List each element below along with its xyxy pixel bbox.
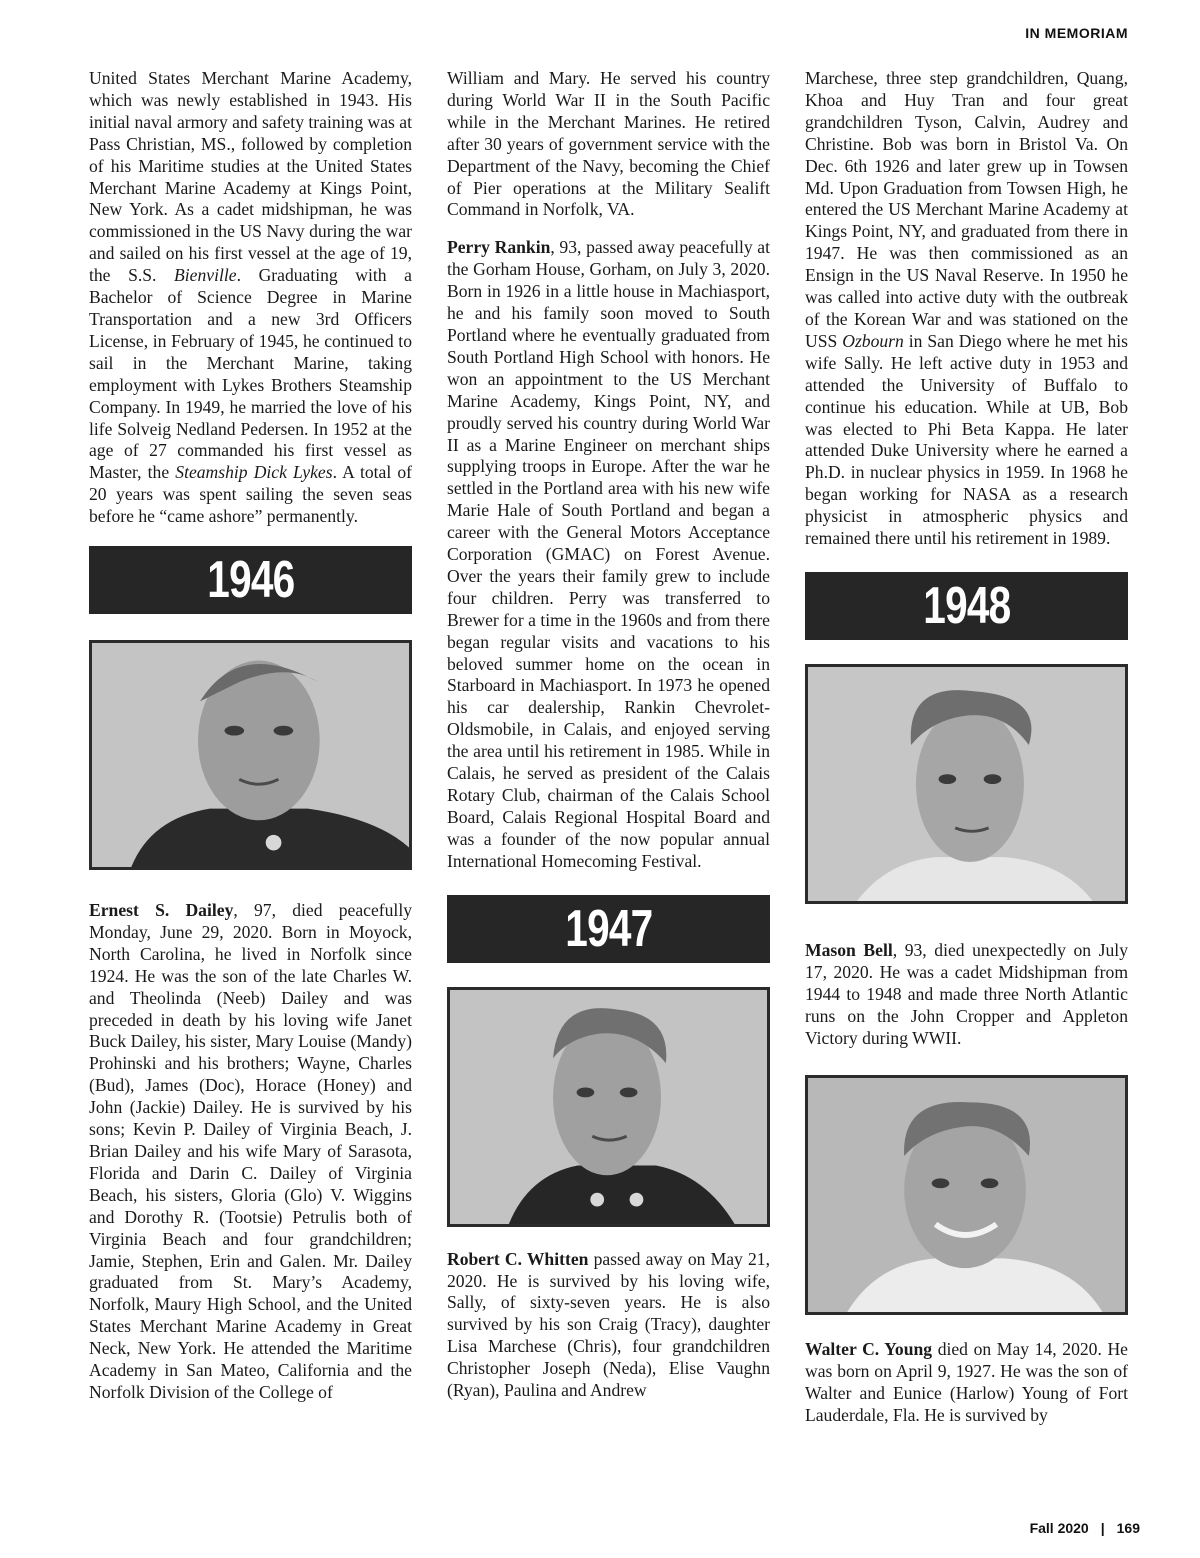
class-year-banner: 1948 xyxy=(805,572,1128,640)
obituary-bell: Mason Bell, 93, died unexpectedly on July 17, 2020. He was a cadet Midshipman from 1944 to 1948 and made three North Atlantic runs on the John Cropper and Appleton Victory during WWII. xyxy=(805,939,1128,1048)
person-name: Mason Bell xyxy=(805,939,893,960)
section-header: IN MEMORIAM xyxy=(1025,25,1128,41)
person-name: Perry Rankin xyxy=(447,237,551,258)
column-3 xyxy=(805,68,1128,1443)
portrait-photo xyxy=(447,987,770,1227)
column-1 xyxy=(89,68,412,1420)
person-name: Walter C. Young xyxy=(805,1339,933,1360)
ship-name: Ozbourn xyxy=(842,330,904,351)
page-footer xyxy=(1030,1520,1140,1536)
ship-name: Bienville xyxy=(174,265,237,286)
obituary-whitten: Robert C. Whitten passed away on May 21, 2020. He is survived by his loving wife, Sally, of sixty-seven years. He is also survived by his son Craig (Tracy), daughter Lisa Marchese (Chris), four grandchildren Christopher Joseph (Neda), Elise Vaughn (Ryan), Paulina and Andrew xyxy=(447,1248,770,1401)
portrait-photo xyxy=(89,640,412,870)
page-number: 169 xyxy=(1116,1520,1140,1536)
obituary-continued-text: Marchese, three step grandchildren, Quang, Khoa and Huy Tran and four great grandchildren Tyson, Calvin, Audrey and Christine. Bob was born in Bristol Va. On Dec. 6th 1926 and later grew up in Towsen Md. Upon Graduation from Towsen High, he entered the US Merchant Marine Academy at Kings Point, NY, and graduated from there in 1947. He was then commissioned as an Ensign in the US Naval Reserve. In 1950 he was called into active duty with the outbreak of the Korean War and was stationed on the USS Ozbourn in San Diego where he met his wife Sally. He left active duty in 1953 and attended the University of Buffalo to continue his education. While at UB, Bob was elected to Phi Beta Kappa. He later attended Duke University where he earned a Ph.D. in nuclear physics in 1959. In 1968 he began working for NASA as a research physicist in atmospheric physics and remained there until his retirement in 1989. xyxy=(805,68,1128,549)
class-year-banner: 1947 xyxy=(447,895,770,963)
person-name: Ernest S. Dailey xyxy=(89,900,234,921)
ship-name: Steamship Dick Lykes xyxy=(175,462,333,483)
obituary-rankin: Perry Rankin, 93, passed away peacefully at the Gorham House, Gorham, on July 3, 2020. Born in 1926 in a little house in Machiasport, he and his family soon moved to South Portland where he eventually graduated from South Portland High School with honors. He won an appointment to the US Merchant Marine Academy, Kings Point, NY, and proudly served his country during World War II as a Marine Engineer on merchant ships supplying troops in Europe. After the war he settled in the Portland area with his new wife Marie Hale of South Portland and began a career with the General Motors Acceptance Corporation (GMAC) on Forest Avenue. Over the years their family grew to include four children. Perry was transferred to Brewer for a time in the 1960s and from there began regular visits and vacations to his beloved summer home on the ocean in Starboard in Machiasport. In 1973 he opened his car dealership, Rankin Chevrolet-Oldsmobile, in Calais, and enjoyed serving the area until his retirement in 1985. While in Calais, he served as president of the Calais Rotary Club, chairman of the Calais School Board, Calais Regional Hospital Board and was a founder of the now popular annual International Homecoming Festival. xyxy=(447,237,770,871)
obituary-young: Walter C. Young died on May 14, 2020. He was born on April 9, 1927. He was the son of Walter and Eunice (Harlow) Young of Fort Lauderdale, Fla. He is survived by xyxy=(805,1339,1128,1426)
column-2 xyxy=(447,68,770,1418)
class-year-banner: 1946 xyxy=(89,546,412,614)
issue-label: Fall 2020 xyxy=(1029,1520,1089,1536)
footer-separator: | xyxy=(1100,1520,1105,1536)
obituary-dailey: Ernest S. Dailey, 97, died peacefully Monday, June 29, 2020. Born in Moyock, North Carolina, he lived in Norfolk since 1924. He was the son of the late Charles W. and Theolinda (Neeb) Dailey and was preceded in death by his loving wife Janet Buck Dailey, his sister, Mary Louise (Mandy) Prohinski and his brothers; Wayne, Charles (Bud), James (Doc), Horace (Honey) and John (Jackie) Dailey. He is survived by his sons; Kevin P. Dailey of Virginia Beach, J. Brian Dailey and his wife Mary of Sarasota, Florida and Darin C. Dailey of Virginia Beach, his sisters, Gloria (Glo) V. Wiggins and Dorothy R. (Tootsie) Petrulis both of Virginia Beach and four grandchildren; Jamie, Stephen, Erin and Galen. Mr. Dailey graduated from St. Mary’s Academy, Norfolk, Maury High School, and the United States Merchant Marine Academy in Great Neck, New York. He attended the Maritime Academy in San Mateo, California and the Norfolk Division of the College of xyxy=(89,900,412,1402)
obituary-continued-text: William and Mary. He served his country during World War II in the South Pacific while in the Merchant Marines. He retired after 30 years of government service with the Department of the Navy, becoming the Chief of Pier operations at the Military Sealift Command in Norfolk, VA. xyxy=(447,68,770,220)
portrait-photo xyxy=(805,664,1128,904)
person-name: Robert C. Whitten xyxy=(447,1248,589,1269)
portrait-photo xyxy=(805,1075,1128,1315)
obituary-continued-text: United States Merchant Marine Academy, which was newly established in 1943. His initial naval armory and safety training was at Pass Christian, MS., followed by completion of his Maritime studies at the United States Merchant Marine Academy at Kings Point, New York. As a cadet midshipman, he was commissioned in the US Navy during the war and sailed on his first vessel at the age of 19, the S.S. Bienville. Graduating with a Bachelor of Science Degree in Marine Transportation and a new 3rd Officers License, in February of 1945, he continued to sail in the Merchant Marine, taking employment with Lykes Brothers Steamship Company. In 1949, he married the love of his life Solveig Nedland Pedersen. In 1952 at the age of 27 commanded his first vessel as Master, the Steamship Dick Lykes. A total of 20 years was spent sailing the seven seas before he “came ashore” permanently. xyxy=(89,68,412,527)
